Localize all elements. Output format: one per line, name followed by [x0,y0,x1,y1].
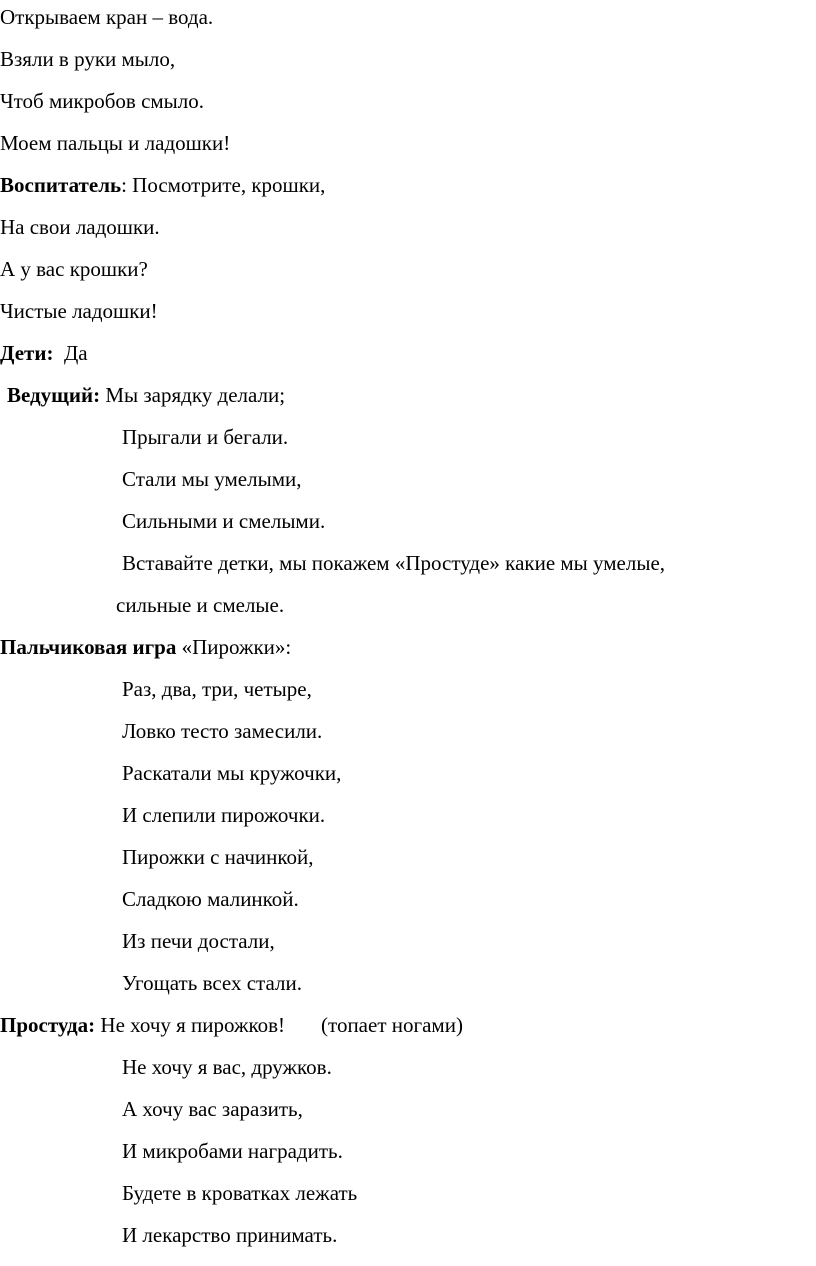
text-line: Чтоб микробов смыло. [0,89,205,113]
text-line: И лекарство принимать. [122,1223,338,1247]
text-line: Открываем кран – вода. [0,5,214,29]
text-line: И микробами наградить. [122,1139,343,1163]
text-line: И слепили пирожочки. [122,803,326,827]
text-line: Будете в кроватках лежать [122,1181,358,1205]
stage-direction: (топает ногами) [321,1013,463,1037]
text-line: Раскатали мы кружочки, [122,761,342,785]
text-line [0,338,88,368]
text-line: Вставайте детки, мы покажем «Простуде» какие мы умелые, [122,551,666,575]
section-heading: Пальчиковая игра [0,635,177,659]
text-line [7,380,285,410]
line-text: «Пирожки»: [176,635,292,659]
text-line: сильные и смелые. [116,593,285,617]
text-line: Сильными и смелыми. [122,509,326,533]
text-line: Пирожки с начинкой, [122,845,314,869]
line-text: Мы зарядку делали; [100,383,286,407]
speaker-label: Ведущий: [7,383,101,407]
text-line: Чистые ладошки! [0,299,158,323]
text-line [0,1010,463,1040]
text-line: Ловко тесто замесили. [122,719,323,743]
line-text: Да [53,341,88,365]
speaker-label: Дети: [0,341,54,365]
text-line: Из печи достали, [122,929,275,953]
speaker-label: Простуда: [0,1013,96,1037]
text-line [0,170,325,200]
speaker-label: Воспитатель [0,173,122,197]
text-line: А хочу вас заразить, [122,1097,303,1121]
line-text: Не хочу я пирожков! [95,1013,286,1037]
text-line: Угощать всех стали. [122,971,302,995]
text-line: Моем пальцы и ладошки! [0,131,231,155]
text-line: Не хочу я вас, дружков. [122,1055,332,1079]
text-line: Раз, два, три, четыре, [122,677,312,701]
text-line: Стали мы умелыми, [122,467,302,491]
text-line: На свои ладошки. [0,215,160,239]
text-line: Взяли в руки мыло, [0,47,176,71]
text-line: Прыгали и бегали. [122,425,289,449]
text-line: Сладкою малинкой. [122,887,299,911]
line-text: : Посмотрите, крошки, [121,173,326,197]
text-line [0,632,291,662]
text-line: А у вас крошки? [0,257,148,281]
